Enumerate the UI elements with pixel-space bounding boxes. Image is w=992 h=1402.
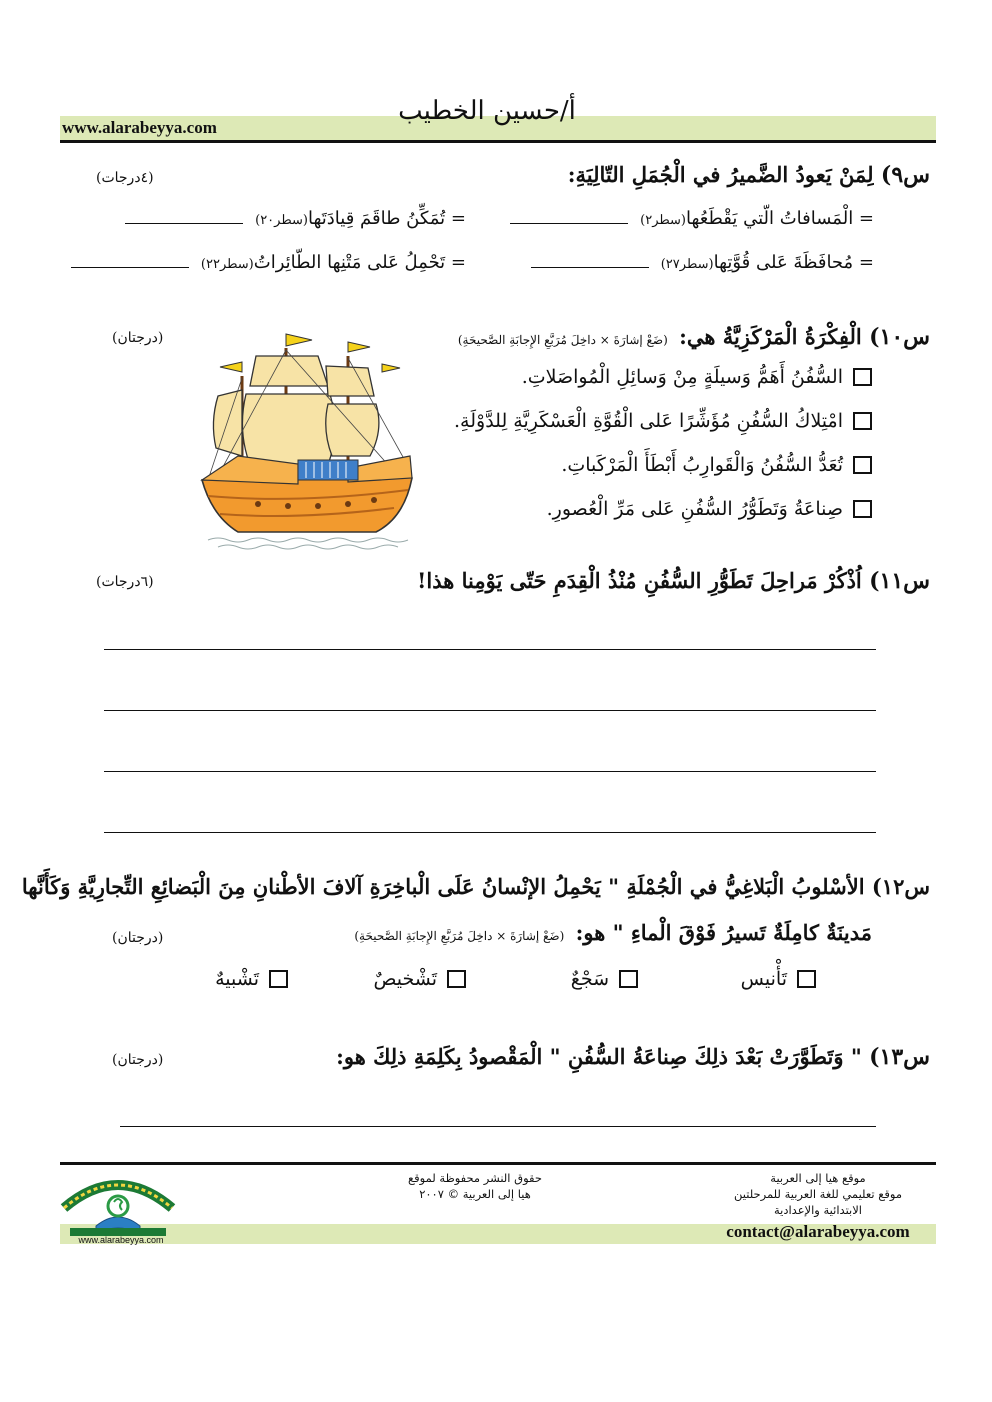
q10-option-1[interactable] (522, 366, 872, 388)
q10-option-3-checkbox[interactable] (853, 456, 872, 474)
q9-marks: (٤درجات) (96, 170, 154, 186)
q10-number: س١٠) (869, 324, 930, 350)
q12-option-3-checkbox[interactable] (447, 970, 466, 988)
footer-site-line-3: الابتدائية والإعدادية (773, 1203, 863, 1217)
q9-item-1-ref: (سطر٢) (640, 213, 687, 228)
q10-option-1-label: السُّفُنُ أَهَمُّ وَسيلَةٍ مِنْ وَسائِلِ الْمُواصَلاتِ. (521, 366, 843, 388)
q12-option-4-checkbox[interactable] (269, 970, 288, 988)
deck-rail-icon (298, 460, 358, 480)
q12-instruction: (ضَعْ إشارَةَ × داخِلَ مُرَبَّعِ الإِجابَةِ الصَّحيحَةِ) (354, 929, 565, 943)
q12-question-line-2: مَدينَةٌ كامِلَةٌ تَسيرُ فَوْقَ الْماءِ " هو: (575, 920, 872, 945)
q9-item-3-text: = مُحافَظَةَ عَلى قُوَّتِها (713, 252, 874, 273)
q13-number: س١٣) (869, 1044, 930, 1070)
footer-site-line-1: موقع هيا إلى العربية (770, 1171, 866, 1185)
q10-heading (458, 324, 930, 350)
q10-marks: (درجتان) (112, 330, 164, 346)
q10-instruction: (ضَعْ إشارَةَ × داخِلَ مُرَبَّعِ الإِجابَةِ الصَّحيحَةِ) (457, 333, 668, 347)
footer-copyright-line-1: حقوق النشر محفوظة لموقع (408, 1171, 542, 1185)
q11-heading (417, 568, 930, 594)
flag-front-icon (348, 342, 370, 352)
q9-item-4-ref: (سطر٢٢) (200, 257, 254, 272)
q12-option-3[interactable] (373, 968, 466, 990)
sail-rear-icon (213, 390, 242, 456)
q10-option-2[interactable] (454, 410, 872, 432)
q11-answer-line-4[interactable] (104, 832, 876, 833)
q9-item-1 (510, 208, 874, 229)
q13-answer-line[interactable] (120, 1126, 876, 1127)
q12-question-line-1: الأسْلوبُ الْبَلاغِيُّ في الْجُمْلَةِ " يَحْمِلُ الإنْسانُ عَلَى الْباخِرَةِ آلافَ الأطْنانِ مِنَ الْبَضائِعِ التِّجارِيَّةِ وَكَأَنَّها (21, 874, 865, 899)
q12-option-4[interactable] (215, 968, 288, 990)
footer-site-line-2: موقع تعليمي للغة العربية للمرحلتين (734, 1187, 902, 1201)
header-rule (60, 140, 936, 143)
q9-item-3-answer-line[interactable] (531, 253, 649, 268)
author-name: أ/حسين الخطيب (398, 96, 576, 126)
flag-bow-icon (382, 364, 400, 372)
q13-heading (336, 1044, 930, 1070)
q12-option-2-checkbox[interactable] (619, 970, 638, 988)
q9-item-2 (125, 208, 466, 229)
q12-option-3-label: تَشْخيصٌ (373, 968, 437, 990)
ship-illustration (198, 326, 420, 552)
q9-heading (568, 162, 930, 188)
footer-contact-email[interactable]: contact@alarabeyya.com (726, 1222, 910, 1241)
q9-item-3 (531, 252, 874, 273)
q9-item-2-text: = تُمَكِّنُ طاقَمَ قِيادَتَها (307, 208, 466, 229)
q10-option-3[interactable] (561, 454, 872, 476)
footer-copyright-line-2: هيا إلى العربية © ٢٠٠٧ (419, 1187, 531, 1201)
q9-title: لِمَنْ يَعودُ الضَّميرُ في الْجُمَلِ التّالِيَةِ: (567, 162, 874, 187)
q9-item-2-ref: (سطر٢٠) (255, 213, 308, 228)
q9-item-1-text: = الْمَسافاتُ الّتي يَقْطَعُها (686, 208, 874, 229)
flag-main-icon (286, 334, 312, 346)
q9-item-4-answer-line[interactable] (71, 253, 189, 268)
flag-rear-icon (220, 362, 242, 372)
q11-answer-line-3[interactable] (104, 771, 876, 772)
q10-option-3-label: تُعَدُّ السُّفُنُ وَالْقَوارِبُ أَبْطَأَ الْمَرْكَباتِ. (561, 454, 843, 476)
q12-option-2-label: سَجْعٌ (570, 968, 609, 990)
q13-title: " وَتَطَوَّرَتْ بَعْدَ ذلِكَ صِناعَةُ السُّفُنِ " الْمَقْصودُ بِكَلِمَةِ ذلِكَ هو: (336, 1044, 862, 1069)
q11-answer-line-1[interactable] (104, 649, 876, 650)
q12-option-1[interactable] (741, 968, 816, 990)
footer-site-info (700, 1170, 936, 1218)
header-url[interactable]: www.alarabeyya.com (62, 118, 217, 137)
water-lines-icon (208, 538, 408, 549)
q11-marks: (٦درجات) (96, 574, 154, 590)
q9-item-2-answer-line[interactable] (125, 209, 243, 224)
q9-item-4-text: = تَحْمِلُ عَلى مَتْنِها الطّائِراتُ (253, 252, 466, 273)
q10-option-2-label: امْتِلاكُ السُّفُنِ مُؤَشِّرًا عَلى الْقُوَّةِ الْعَسْكَرِيَّةِ لِلدَّوْلَةِ. (454, 410, 843, 432)
q11-answer-line-2[interactable] (104, 710, 876, 711)
q9-number: س٩) (880, 162, 930, 188)
q10-option-4-checkbox[interactable] (853, 500, 872, 518)
q12-marks: (درجتان) (112, 930, 164, 946)
sail-top-icon (250, 356, 328, 386)
q12-option-1-label: تَأْنيس (740, 968, 787, 990)
q10-option-4-label: صِناعَةُ وَتَطَوُّرُ السُّفُنِ عَلى مَرِّ الْعُصورِ. (546, 498, 843, 520)
q9-item-1-answer-line[interactable] (510, 209, 628, 224)
footer-copyright (380, 1170, 570, 1202)
q12-line-1 (22, 874, 930, 899)
q12-option-1-checkbox[interactable] (797, 970, 816, 988)
q9-item-3-ref: (سطر٢٧) (660, 257, 714, 272)
q10-option-1-checkbox[interactable] (853, 368, 872, 386)
q11-title: اُذْكُرْ مَراحِلَ تَطَوُّرِ السُّفُنِ مُنْذُ الْقِدَمِ حَتّى يَوْمِنا هذا! (417, 568, 862, 593)
q12-option-4-label: تَشْبيهٌ (215, 968, 259, 990)
q12-line-2 (354, 920, 872, 945)
q10-option-4[interactable] (547, 498, 872, 520)
sail-fore-icon (326, 404, 379, 456)
q13-marks: (درجتان) (112, 1052, 164, 1068)
q11-number: س١١) (869, 568, 930, 594)
q9-item-4 (71, 252, 466, 273)
footer-rule (60, 1162, 936, 1165)
q12-option-2[interactable] (571, 968, 638, 990)
q10-title: الْفِكْرَةُ الْمَرْكَزِيَّةُ هي: (679, 324, 862, 349)
q12-number: س١٢) (871, 874, 930, 899)
q10-option-2-checkbox[interactable] (853, 412, 872, 430)
footer-logo-url[interactable]: www.alarabeyya.com (78, 1235, 164, 1245)
